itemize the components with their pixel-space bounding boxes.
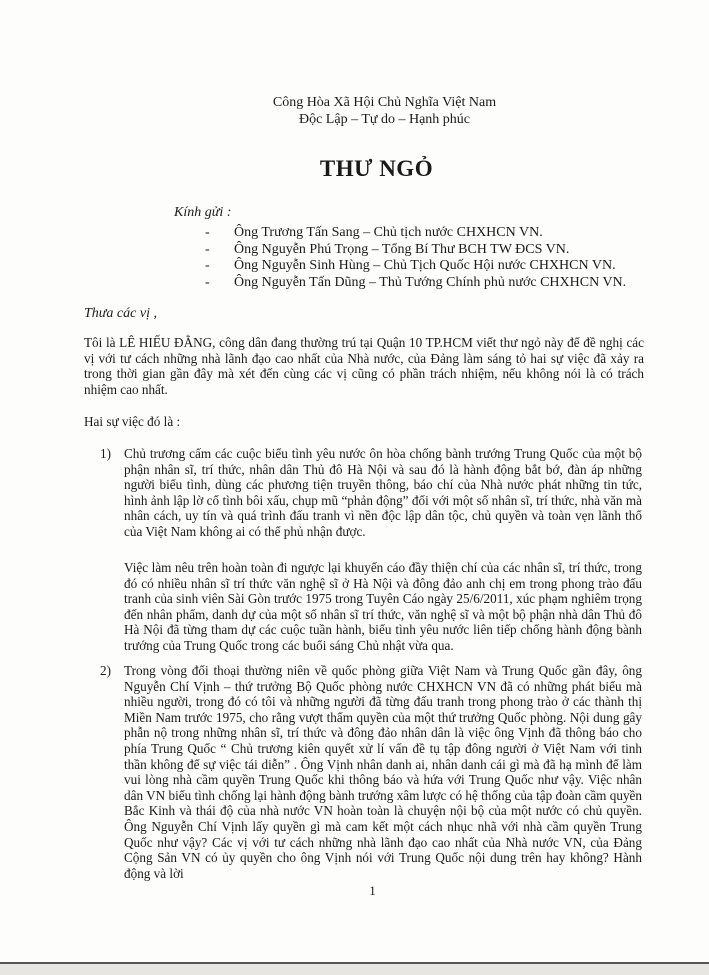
- recipient-item: - Ông Nguyễn Tấn Dũng – Thủ Tướng Chính phủ nước CHXHCN VN.: [205, 274, 627, 290]
- recipient-list: [205, 225, 626, 291]
- national-motto: Độc Lập – Tự do – Hạnh phúc: [298, 112, 470, 127]
- lead-paragraph: Hai sự việc đó là :: [84, 414, 181, 429]
- item-number: 2): [100, 663, 111, 678]
- salutation: Kính gửi :: [174, 205, 232, 220]
- page-number: 1: [369, 883, 376, 898]
- greeting: Thưa các vị ,: [84, 306, 157, 321]
- item-paragraph: Việc làm nêu trên hoàn toàn đi ngược lại khuyến cáo đầy thiện chí của các nhân sĩ, trí thức, trong đó có nhiều nhân sĩ trí thức văn nghệ sĩ ở Hà Nội và đông đảo anh chị em trong phong trào đấu tranh của sinh viên Sài Gòn trước 1975 trong Tuyên Cáo ngày 25/6/2011, xúc phạm nghiêm trọng đến nhân phẩm, danh dự của một số nhân sĩ trí thức, văn nghệ sĩ và một bộ phận nhà dân Thủ đô Hà Nội đã từng tham dự các cuộc tuần hành, biểu tình yêu nước liên tiếp chống hành động bành trướng của Trung Quốc trong các buổi sáng Chủ nhật vừa qua.: [124, 560, 642, 653]
- item-paragraph: Chủ trương cấm các cuộc biểu tình yêu nước ôn hòa chống bành trướng Trung Quốc của một bộ phận nhân sĩ, trí thức, nhân dân Thủ đô Hà Nội và sau đó là hành động bắt bớ, đàn áp những người biểu tình, dùng các phương tiện truyền thông, báo chí của Nhà nước phát những tin tức, hình ảnh lập lờ cố tình bôi xấu, chụp mũ “phản động” đối với một số nhân sĩ, trí thức, nhà văn mà nhân cách, uy tín và quá trình đấu tranh vì nền độc lập dân tộc, chủ quyền và toàn vẹn lãnh thổ của Việt Nam không ai có thể phủ nhận được.: [124, 446, 642, 539]
- recipient-item: - Ông Nguyễn Phú Trọng – Tổng Bí Thư BCH TW ĐCS VN.: [205, 241, 570, 257]
- item-number: 1): [100, 446, 111, 461]
- scan-margin: [0, 964, 709, 975]
- recipient-item: - Ông Nguyễn Sinh Hùng – Chủ Tịch Quốc Hội nước CHXHCN VN.: [205, 258, 616, 273]
- document-title: THƯ NGỎ: [319, 156, 434, 181]
- item-paragraph: Trong vòng đối thoại thường niên về quốc phòng giữa Việt Nam và Trung Quốc gần đây, ông Nguyễn Chí Vịnh – thứ trưởng Bộ Quốc phòng nước CHXHCN VN đã có những phát biểu mà nhiều người, trong đó có tôi và những người đã từng đấu tranh trong phong trào ở các thành thị Miền Nam trước 1975, cho rằng vượt thẩm quyền của một thứ trưởng Quốc phòng. Nội dung gây phẫn nộ trong những nhân sĩ, trí thức và đông đảo nhân dân là việc ông Vịnh đã thông báo cho phía Trung Quốc “ Chủ trương kiên quyết xử lí vấn đề tụ tập đông người ở Việt Nam với tinh thần không để sự việc tái diễn” . Ông Vịnh nhân danh ai, nhân danh cái gì mà đã hạ mình để làm vui lòng nhà cầm quyền Trung Quốc khi thông báo và hứa với Trung Quốc như vậy. Việc nhân dân VN biểu tình chống lại hành động bành trướng xâm lược có hệ thống của tập đoàn cầm quyền Bắc Kinh và thái độ của nhà nước VN hoàn toàn là chuyện nội bộ của một nước có chủ quyền. Ông Nguyễn Chí Vịnh lấy quyền gì mà cam kết một cách nhục nhã với nhà cầm quyền Trung Quốc như vậy? Các vị với tư cách những nhà lãnh đạo cao nhất của Nhà nước VN, của Đảng Cộng Sản VN có ủy quyền cho ông Vịnh nói với Trung Quốc nội dung trên hay không? Hành động và lời: [124, 663, 642, 881]
- intro-paragraph: Tôi là LÊ HIẾU ĐẰNG, công dân đang thường trú tại Quận 10 TP.HCM viết thư ngỏ này để đề nghị các vị với tư cách những nhà lãnh đạo cao nhất của Nhà nước, của Đảng làm sáng tỏ hai sự việc đã xảy ra trong thời gian gần đây mà xét đến cùng các vị cũng có phần trách nhiệm, nếu không nói là có trách nhiệm cao nhất.: [84, 335, 644, 397]
- national-title: Công Hòa Xã Hội Chủ Nghĩa Việt Nam: [272, 95, 497, 110]
- recipient-item: - Ông Trương Tấn Sang – Chủ tịch nước CHXHCN VN.: [205, 225, 543, 240]
